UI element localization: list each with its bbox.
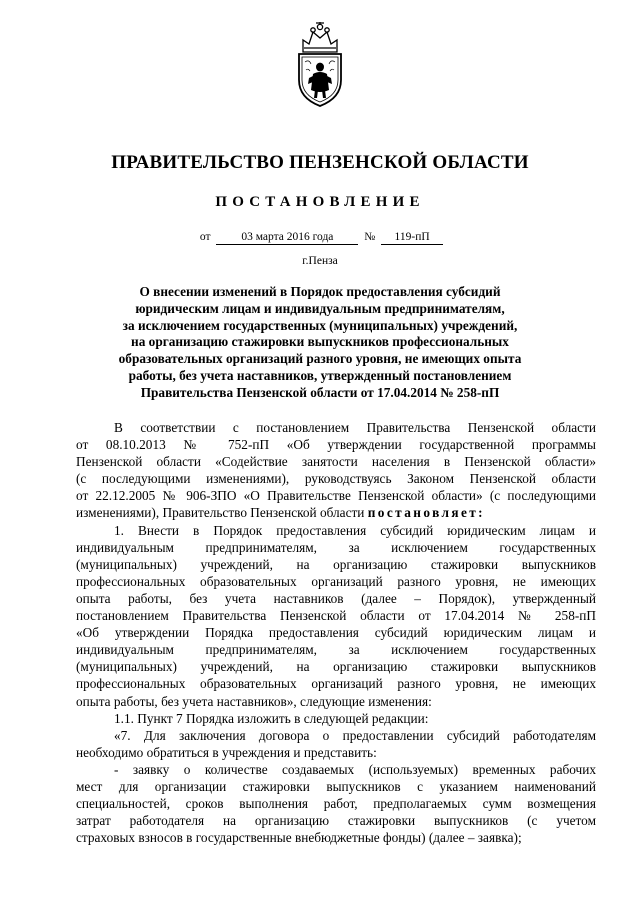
body-line: затрат работодателя на организацию стажировки выпускников (с учетом bbox=[76, 813, 596, 829]
body-line: профессиональных образовательных организаций разного уровня, не имеющих bbox=[76, 676, 596, 692]
document-subject bbox=[92, 284, 548, 402]
body-line: опыта работы, без учета наставников (далее – Порядок), утвержденный bbox=[76, 590, 596, 606]
body-line: профессиональных образовательных организаций разного уровня, не имеющих bbox=[76, 573, 596, 589]
body-line: мест для организации стажировки выпускников с указанием наименований bbox=[76, 778, 596, 794]
document-body bbox=[76, 419, 596, 846]
number-label: № bbox=[364, 231, 376, 243]
document-type: ПОСТАНОВЛЕНИЕ bbox=[215, 194, 425, 210]
body-line: - заявку о количестве создаваемых (используемых) временных рабочих bbox=[114, 761, 596, 777]
government-title: ПРАВИТЕЛЬСТВО ПЕНЗЕНСКОЙ ОБЛАСТИ bbox=[111, 152, 529, 173]
date-number-line bbox=[0, 231, 640, 245]
body-line: (муниципальных) учреждений, на организацию стажировки выпускников bbox=[76, 659, 596, 675]
document-date: 03 марта 2016 года bbox=[216, 231, 358, 245]
body-line: В соответствии с постановлением Правительства Пензенской области bbox=[114, 420, 596, 435]
subject-line: юридическим лицам и индивидуальным предпринимателям, bbox=[135, 300, 505, 316]
body-line: «Об утверждении Порядка предоставления субсидий юридическим лицам и bbox=[76, 625, 596, 641]
body-line: постановлением Правительства Пензенской области от 17.04.2014 № 258-пП bbox=[76, 608, 596, 624]
subject-line: за исключением государственных (муниципальных) учреждений, bbox=[122, 317, 518, 333]
city: г.Пенза bbox=[302, 255, 338, 267]
coat-of-arms-emblem bbox=[291, 22, 349, 108]
body-line-text: изменениями), Правительство Пензенской области bbox=[76, 505, 365, 521]
body-line: (муниципальных) учреждений, на организацию стажировки выпускников bbox=[76, 556, 596, 572]
body-line: от 08.10.2013 № 752-пП «Об утверждении государственной программы bbox=[76, 437, 596, 453]
body-line: необходимо обратиться в учреждения и представить: bbox=[76, 744, 377, 760]
body-line: индивидуальным предпринимателям, за исключением государственных bbox=[76, 539, 596, 555]
body-line: страховых взносов в государственные внебюджетные фонды) (далее – заявка); bbox=[76, 830, 522, 846]
body-line: Пензенской области «Содействие занятости населения в Пензенской области» bbox=[76, 454, 596, 470]
body-line: от 22.12.2005 № 906-ЗПО «О Правительстве Пензенской области» (с последующими bbox=[76, 488, 596, 504]
subject-line: О внесении изменений в Порядок предоставления субсидий bbox=[139, 284, 501, 299]
date-prefix: от bbox=[199, 231, 211, 243]
subject-line: на организацию стажировки выпускников профессиональных bbox=[131, 334, 509, 350]
body-line: «7. Для заключения договора о предоставлении субсидий работодателям bbox=[114, 727, 596, 743]
resolution-keyword: постановляет: bbox=[367, 505, 486, 521]
body-line: 1. Внести в Порядок предоставления субсидий юридическим лицам и bbox=[114, 522, 596, 538]
body-line: опыта работы, без учета наставников», следующие изменения: bbox=[76, 693, 432, 709]
body-line: индивидуальным предпринимателям, за исключением государственных bbox=[76, 642, 596, 658]
body-line: специальностей, сроков выполнения работ, предполагаемых сумм возмещения bbox=[76, 796, 596, 812]
subject-line: образовательных организаций разного уровня, не имеющих опыта bbox=[118, 351, 522, 367]
body-line: 1.1. Пункт 7 Порядка изложить в следующей редакции: bbox=[114, 710, 429, 726]
subject-line: работы, без учета наставников, утвержденный постановлением bbox=[128, 367, 512, 383]
subject-line: Правительства Пензенской области от 17.04.2014 № 258-пП bbox=[140, 384, 500, 400]
body-line: (с последующими изменениями), руководствуясь Законом Пензенской области bbox=[76, 471, 596, 487]
body-line bbox=[76, 504, 596, 521]
document-number: 119-пП bbox=[381, 231, 443, 245]
